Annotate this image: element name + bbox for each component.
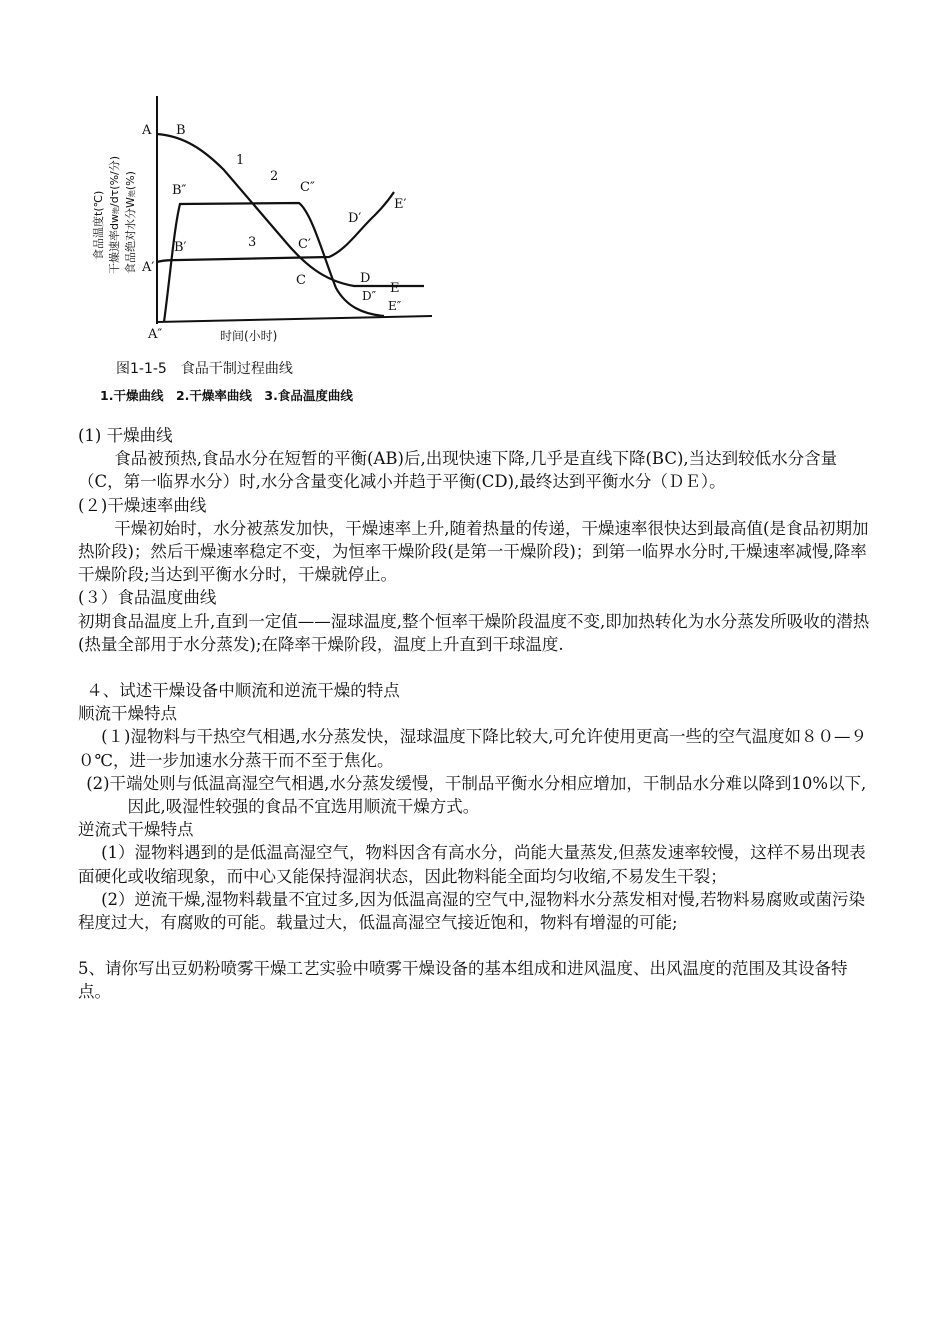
point-label-B: B (176, 123, 186, 138)
section3-title: (３）食品温度曲线 (78, 588, 217, 608)
point-label-D2: D″ (362, 289, 377, 303)
point-label-B2: B″ (172, 183, 187, 198)
curve-number-3: 3 (248, 235, 257, 250)
point-label-C2: C″ (300, 180, 315, 195)
q4-shunliu-title: 顺流干燥特点 (78, 704, 177, 724)
section2-title: (２)干燥速率曲线 (78, 495, 207, 515)
curve-number-1: 1 (236, 153, 245, 168)
y-axis-label-temperature: 食品温度t(℃) (92, 190, 105, 260)
point-label-D1: D′ (348, 211, 362, 226)
point-label-E2: E″ (388, 299, 402, 313)
point-label-D: D (360, 271, 371, 286)
figure-caption: 图1-1-5 食品干制过程曲线 (116, 361, 293, 377)
q4-title: ４、试述干燥设备中顺流和逆流干燥的特点 (86, 681, 400, 701)
point-label-A1: A′ (142, 260, 155, 275)
point-label-B1: B′ (174, 240, 187, 255)
section1-title: (1) 干燥曲线 (78, 426, 173, 445)
y-axis-label-rate: 干燥速率dw绝/dτ(%/分) (108, 155, 121, 274)
point-label-A: A (142, 123, 152, 138)
section1-body: 食品被预热,食品水分在短暂的平衡(AB)后,出现快速下降,几乎是直线下降(BC),当达到较低水分含量（C，第一临界水分）时,水分含量变化减小并趋于平衡(CD),最终达到平衡水分（ＤＥ）。 (78, 449, 838, 492)
q4-shunliu-2: (2)干端处则与低温高湿空气相遇,水分蒸发缓慢，干制品平衡水分相应增加，干制品水分难以降到10%以下, (86, 773, 867, 793)
point-label-C: C (296, 273, 306, 288)
section2-body: 干燥初始时，水分被蒸发加快，干燥速率上升,随着热量的传递，干燥速率很快达到最高值(是食品初期加热阶段)；然后干燥速率稳定不变，为恒率干燥阶段(是第一干燥阶段)；到第一临界水分时,干燥速率减慢,降率干燥阶段;当达到平衡水分时，干燥就停止。 (78, 518, 869, 585)
drying-curve (157, 134, 424, 286)
document-body (78, 424, 878, 1004)
point-label-E1: E′ (394, 197, 407, 212)
drying-process-figure (84, 88, 444, 413)
point-label-A2: A″ (148, 327, 163, 342)
y-axis-label-moisture: 食品绝对水分W绝(%) (124, 171, 137, 274)
q4-shunliu-1: (１)湿物料与干热空气相遇,水分蒸发快，湿球温度下降比较大,可允许使用更高一些的空气温度如８０—９０℃，进一步加速水分蒸干而不至于焦化。 (78, 727, 867, 770)
q4-shunliu-3: 因此,吸湿性较强的食品不宜选用顺流干燥方式。 (127, 797, 480, 817)
x-axis (157, 316, 432, 322)
point-label-C1: C′ (298, 237, 311, 252)
section3-body: 初期食品温度上升,直到一定值——湿球温度,整个恒率干燥阶段温度不变,即加热转化为水分蒸发所吸收的潜热(热量全部用于水分蒸发);在降率干燥阶段，温度上升直到干球温度. (78, 611, 870, 654)
q4-niliu-2: (2）逆流干燥,湿物料载量不宜过多,因为低温高湿的空气中,湿物料水分蒸发相对慢,若物料易腐败或菌污染程度过大，有腐败的可能。载量过大，低温高湿空气接近饱和，物料有增湿的可能; (78, 889, 866, 933)
figure-legend: 1.干燥曲线 2.干燥率曲线 3.食品温度曲线 (100, 388, 353, 403)
q5-title: 5、请你写出豆奶粉喷雾干燥工艺实验中喷雾干燥设备的基本组成和进风温度、出风温度的范围及其设备特点。 (78, 959, 848, 1002)
curve-number-2: 2 (270, 169, 279, 184)
x-axis-label: 时间(小时) (220, 329, 278, 343)
point-label-E: E (390, 281, 400, 296)
q4-niliu-1: (1）湿物料遇到的是低温高湿空气，物料因含有高水分，尚能大量蒸发,但蒸发速率较慢，这样不易出现表面硬化或收缩现象，而中心又能保持湿润状态，因此物料能全面均匀收缩,不易发生干裂； (78, 843, 866, 886)
q4-niliu-title: 逆流式干燥特点 (78, 820, 194, 840)
